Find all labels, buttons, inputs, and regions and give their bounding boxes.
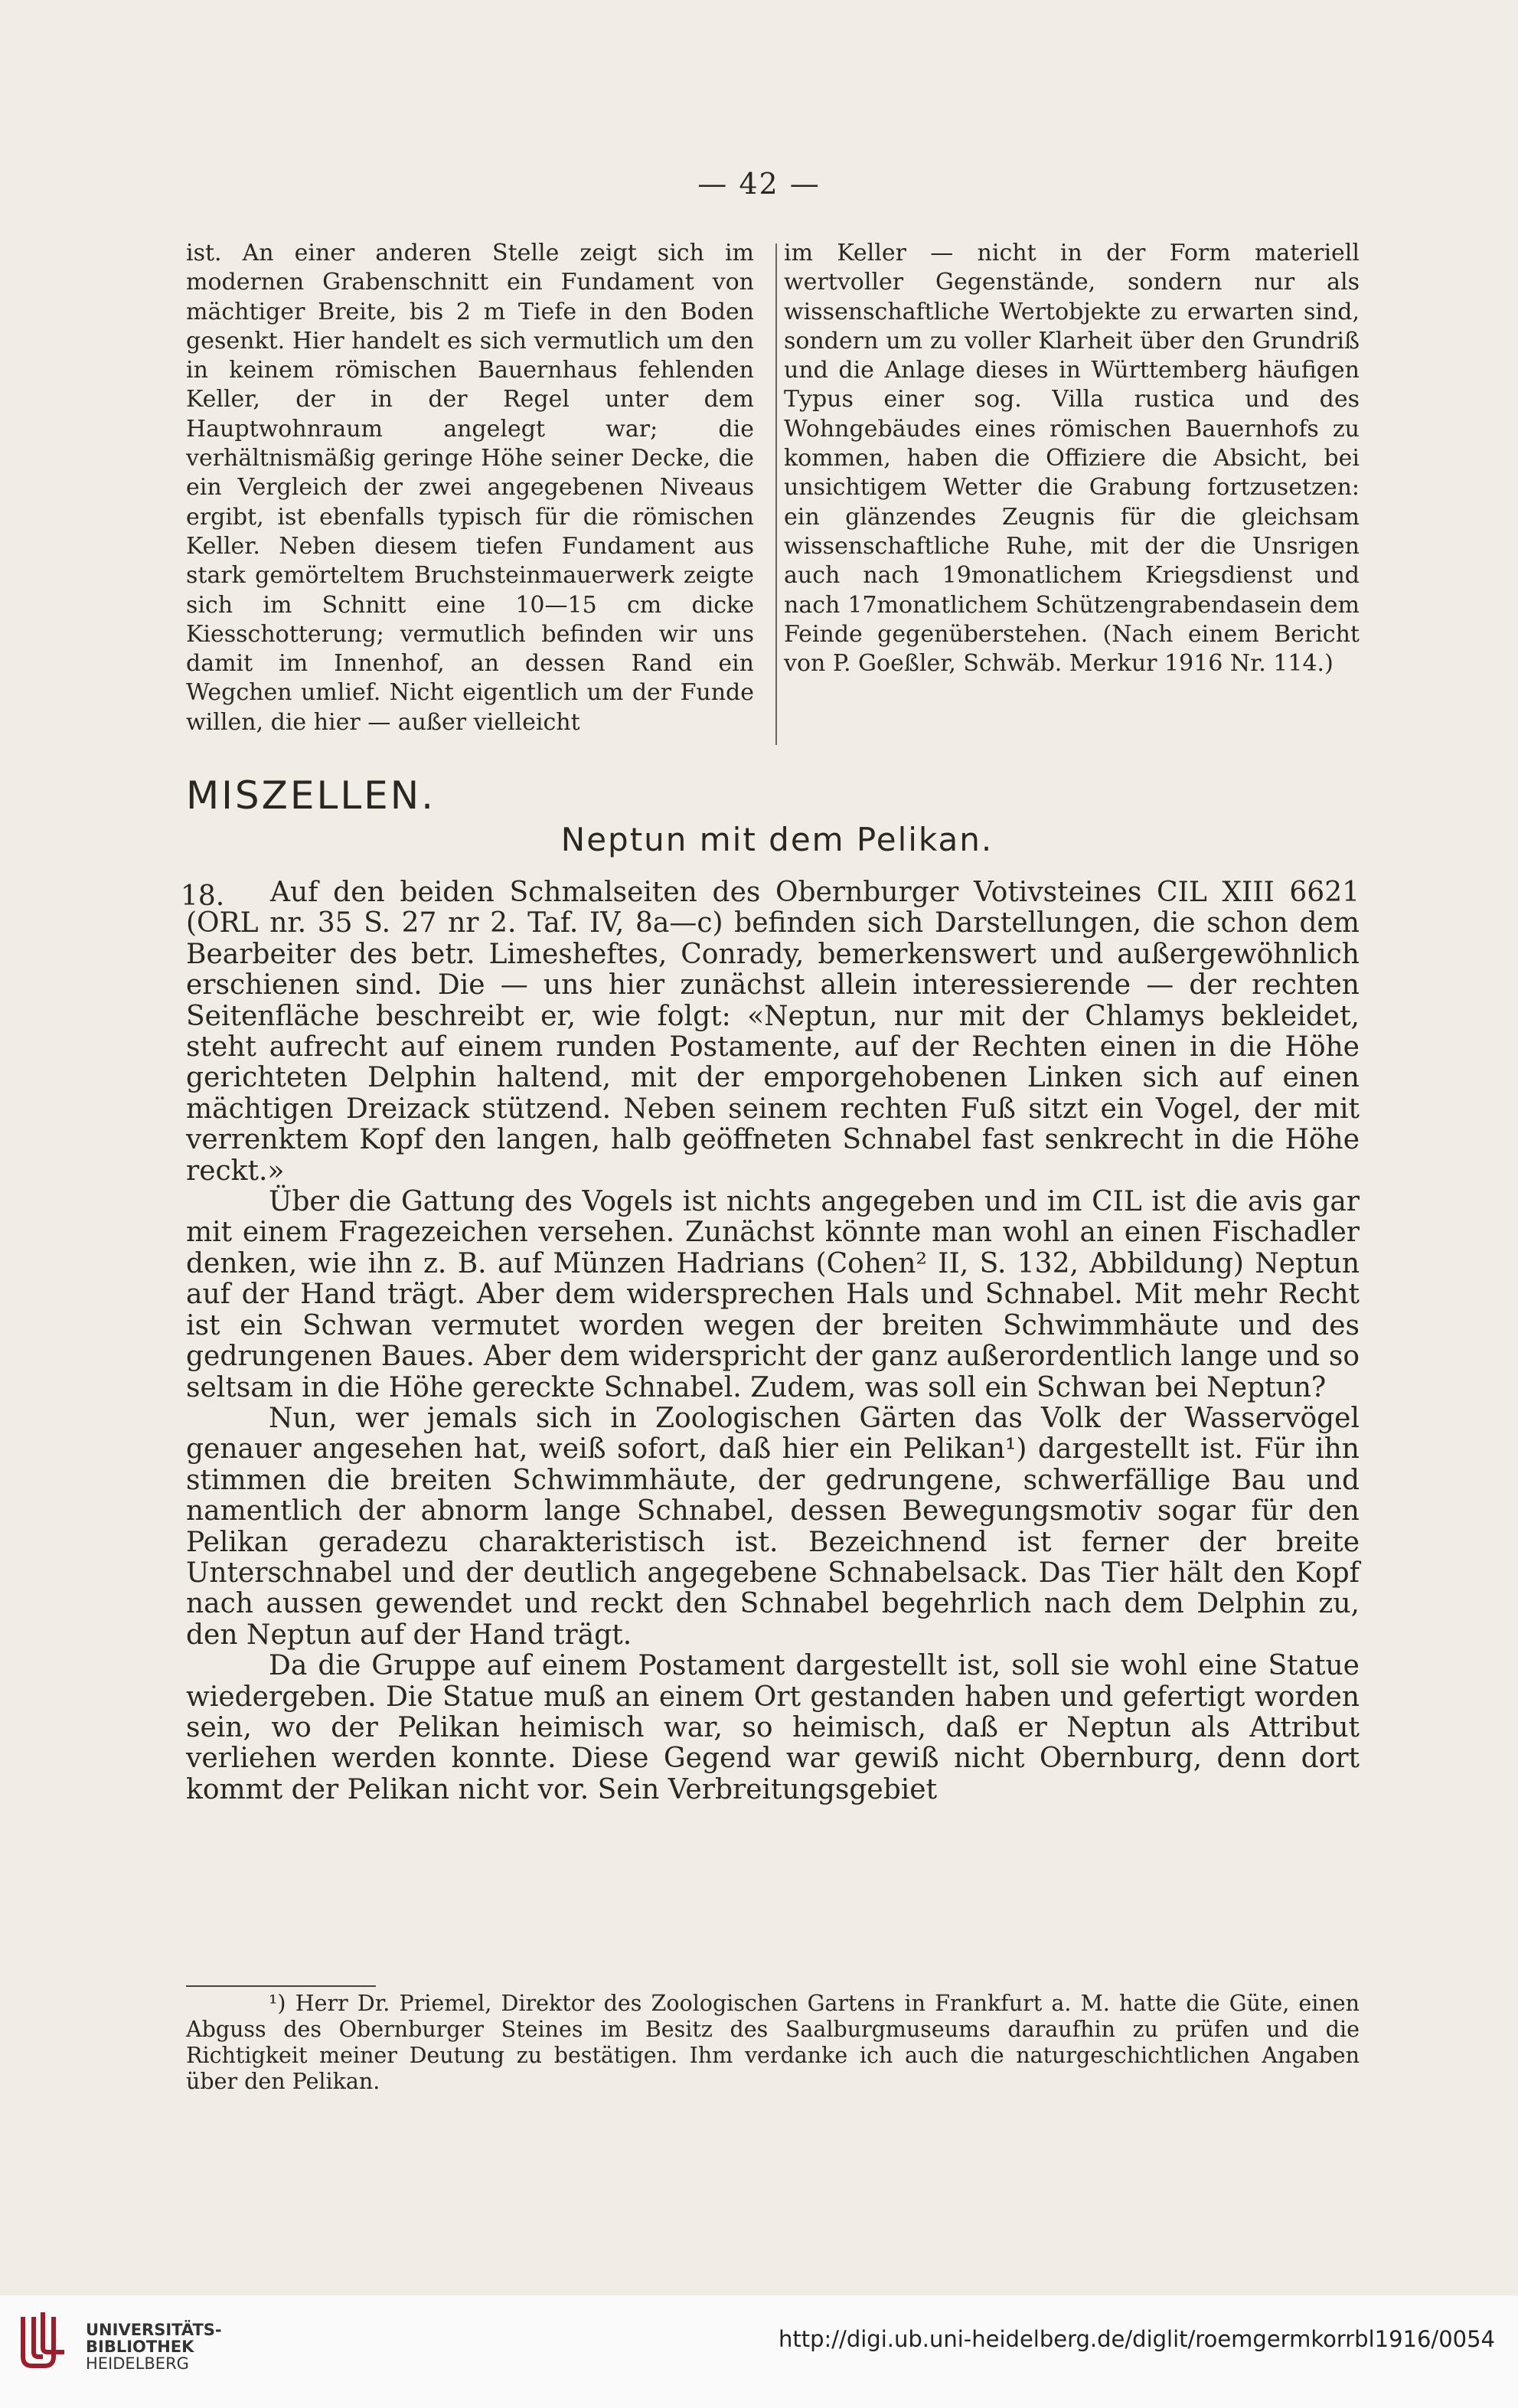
- article-body: [186, 877, 1360, 1805]
- column-divider: [775, 243, 777, 745]
- left-column: [186, 239, 754, 737]
- footnote: [186, 1991, 1360, 2095]
- body-paragraph: Nun, wer jemals sich in Zoologischen Gärten das Volk der Wasservögel genauer angesehen hat, weiß sofort, daß hier ein Pelikan¹) dargestellt ist. Für ihn stimmen die breiten Schwimmhäute, der gedrungene, schwerfällige Bau und namentlich der abnorm lange Schnabel, dessen Bewegungsmotiv sogar für den Pelikan geradezu charakteristisch ist. Bezeichnend ist ferner der breite Unterschnabel und der deutlich angegebene Schnabelsack. Das Tier hält den Kopf nach aussen gewendet und reckt den Schnabel begehrlich nach dem Delphin zu, den Neptun auf der Hand trägt.: [186, 1402, 1360, 1651]
- body-paragraph: Über die Gattung des Vogels ist nichts angegeben und im CIL ist die avis gar mit einem Fragezeichen versehen. Zunächst könnte man wohl an einen Fischadler denken, wie ihn z. B. auf Münzen Hadrians (Cohen² II, S. 132, Abbildung) Neptun auf der Hand trägt. Aber dem widersprechen Hals und Schnabel. Mit mehr Recht ist ein Schwan vermutet worden wegen der breiten Schwimmhäute und des gedrungenen Baues. Aber dem widerspricht der ganz außerordentlich lange und so seltsam in die Höhe gereckte Schnabel. Zudem, was soll ein Schwan bei Neptun?: [186, 1186, 1360, 1403]
- article-title: Neptun mit dem Pelikan.: [560, 821, 994, 858]
- footer-bar: [0, 2295, 1518, 2408]
- article-number: 18.: [181, 881, 225, 912]
- right-column-paragraph: im Keller — nicht in der Form materiell wertvoller Gegenstände, sondern nur als wissenschaftliche Wertobjekte zu erwarten sind, sondern um zu voller Klarheit über den Grundriß und die Anlage dieses in Württemberg häufigen Typus einer sog. Villa rustica und des Wohngebäudes eines römischen Bauernhofs zu kommen, haben die Offiziere die Absicht, bei unsichtigem Wetter die Grabung fortzusetzen: ein glänzendes Zeugnis für die gleichsam wissenschaftliche Ruhe, mit der die Unsrigen auch nach 19monatlichem Kriegsdienst und nach 17monatlichem Schützengrabendasein dem Feinde gegenüberstehen. (Nach einem Bericht von P. Goeßler, Schwäb. Merkur 1916 Nr. 114.): [784, 240, 1360, 678]
- footnote-rule: [186, 1985, 376, 1987]
- page-number: — 42 —: [697, 167, 821, 201]
- right-column: [784, 239, 1360, 678]
- source-url[interactable]: http://digi.ub.uni-heidelberg.de/diglit/roemgermkorrbl1916/0054: [778, 2326, 1495, 2352]
- library-name: UNIVERSITÄTS- BIBLIOTHEK HEIDELBERG: [86, 2321, 222, 2373]
- footnote-text: ¹) Herr Dr. Priemel, Direktor des Zoologischen Gartens in Frankfurt a. M. hatte die Güte, einen Abguss des Obernburger Steines im Besitz des Saalburgmuseums daraufhin zu prüfen und die Richtigkeit meiner Deutung zu bestätigen. Ihm verdanke ich auch die naturgeschichtlichen Angaben über den Pelikan.: [186, 1991, 1360, 2094]
- section-title: MISZELLEN.: [186, 773, 436, 818]
- left-column-paragraph: ist. An einer anderen Stelle zeigt sich im modernen Grabenschnitt ein Fundament von mächtiger Breite, bis 2 m Tiefe in den Boden gesenkt. Hier handelt es sich vermutlich um den in keinem römischen Bauernhaus fehlenden Keller, der in der Regel unter dem Hauptwohnraum angelegt war; die verhältnismäßig geringe Höhe seiner Decke, die ein Vergleich der zwei angegebenen Niveaus ergibt, ist ebenfalls typisch für die römischen Keller. Neben diesem tiefen Fundament aus stark gemörteltem Bruchsteinmauerwerk zeigte sich im Schnitt eine 10—15 cm dicke Kiesschotterung; vermutlich befinden wir uns damit im Innenhof, an dessen Rand ein Wegchen umlief. Nicht eigentlich um der Funde willen, die hier — außer vielleicht: [186, 240, 754, 736]
- library-logo-icon: [17, 2309, 70, 2370]
- body-paragraph: Da die Gruppe auf einem Postament dargestellt ist, soll sie wohl eine Statue wiedergeben. Die Statue muß an einem Ort gestanden haben und gefertigt worden sein, wo der Pelikan heimisch war, so heimisch, daß er Neptun als Attribut verliehen werden konnte. Diese Gegend war gewiß nicht Obernburg, denn dort kommt der Pelikan nicht vor. Sein Verbreitungsgebiet: [186, 1650, 1360, 1805]
- body-paragraph: Auf den beiden Schmalseiten des Obernburger Votivsteines CIL XIII 6621 (ORL nr. 35 S. 27 nr 2. Taf. IV, 8a—c) befinden sich Darstellungen, die schon dem Bearbeiter des betr. Limesheftes, Conrady, bemerkenswert und außergewöhnlich erschienen sind. Die — uns hier zunächst allein interessierende — der rechten Seitenfläche beschreibt er, wie folgt: «Neptun, nur mit der Chlamys bekleidet, steht aufrecht auf einem runden Postamente, auf der Rechten einen in die Höhe gerichteten Delphin haltend, mit der emporgehobenen Linken sich auf einen mächtigen Dreizack stützend. Neben seinem rechten Fuß sitzt ein Vogel, der mit verrenktem Kopf den langen, halb geöffneten Schnabel fast senkrecht in die Höhe reckt.»: [186, 877, 1360, 1187]
